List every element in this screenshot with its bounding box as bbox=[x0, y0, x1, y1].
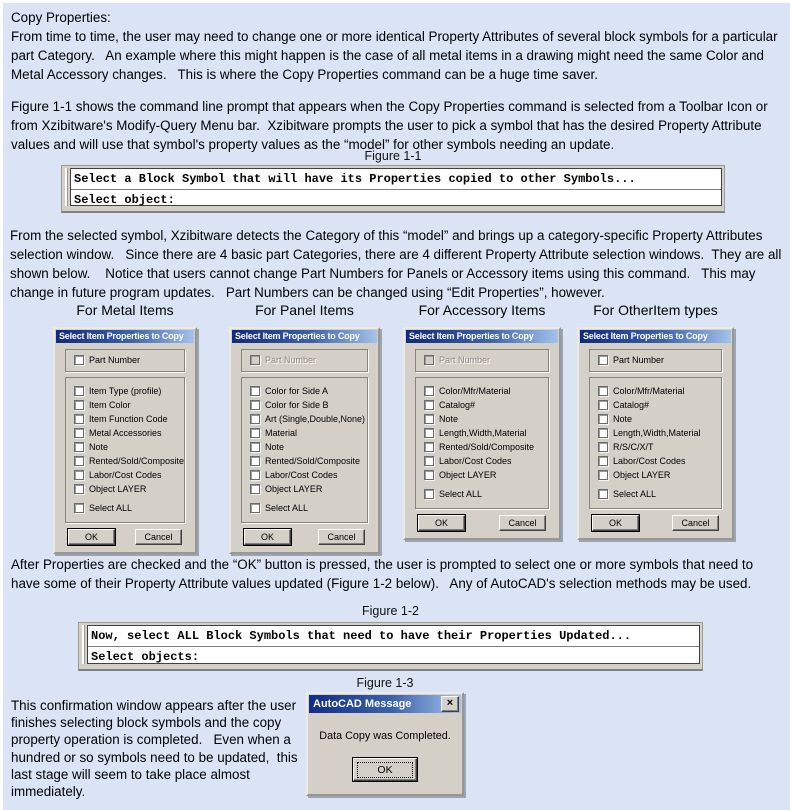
part-number-group bbox=[65, 349, 185, 372]
command-prompt-line: Select a Block Symbol that will have its Properties copied to other Symbols... bbox=[71, 169, 721, 190]
checkbox-icon[interactable] bbox=[250, 414, 260, 424]
checkbox-row[interactable] bbox=[590, 412, 721, 426]
checkbox-label: Color for Side A bbox=[265, 386, 329, 396]
checkbox-icon[interactable] bbox=[74, 414, 84, 424]
checkbox-label: Item Function Code bbox=[89, 414, 168, 424]
checkbox-row[interactable] bbox=[66, 412, 184, 426]
checkbox-label: Labor/Cost Codes bbox=[89, 470, 162, 480]
document-page bbox=[3, 3, 790, 810]
checkbox-row[interactable] bbox=[66, 398, 184, 412]
checkbox-icon[interactable] bbox=[424, 414, 434, 424]
command-prompt-line: Now, select ALL Block Symbols that need to have their Properties Updated... bbox=[88, 626, 699, 647]
checkbox-label: Labor/Cost Codes bbox=[265, 470, 338, 480]
checkbox-icon[interactable] bbox=[598, 428, 608, 438]
checkbox-row[interactable] bbox=[66, 426, 184, 440]
checkbox-row[interactable] bbox=[242, 426, 367, 440]
checkbox-label: Art (Single,Double,None) bbox=[265, 414, 366, 424]
checkbox-label: Length,Width,Material bbox=[439, 428, 527, 438]
dialog-button-row bbox=[592, 515, 719, 531]
checkbox-row[interactable] bbox=[242, 412, 367, 426]
dialog-titlebar bbox=[56, 330, 194, 343]
checkbox-row[interactable] bbox=[242, 384, 367, 398]
checkbox-label: Rented/Sold/Composite bbox=[89, 456, 185, 466]
checkbox-label: Item Color bbox=[89, 400, 131, 410]
checkbox-icon[interactable] bbox=[250, 484, 260, 494]
checkbox-icon[interactable] bbox=[598, 414, 608, 424]
checkbox-row[interactable] bbox=[66, 440, 184, 454]
checkbox-label: Select ALL bbox=[613, 489, 657, 499]
checkbox-row-part-number[interactable] bbox=[66, 353, 184, 367]
dialog-category-header: For OtherItem types bbox=[593, 302, 718, 318]
checkbox-label: Select ALL bbox=[265, 503, 309, 513]
figure2-caption: Figure 1-2 bbox=[362, 604, 419, 618]
checkbox-icon[interactable] bbox=[250, 400, 260, 410]
checkbox-row[interactable] bbox=[416, 454, 548, 468]
checkbox-icon[interactable] bbox=[74, 428, 84, 438]
checkbox-row[interactable] bbox=[416, 487, 548, 501]
checkbox-row[interactable] bbox=[66, 384, 184, 398]
checkbox-label: Object LAYER bbox=[439, 470, 497, 480]
checkbox-label: Select ALL bbox=[439, 489, 483, 499]
checkbox-icon[interactable] bbox=[74, 484, 84, 494]
checkbox-label: Part Number bbox=[439, 355, 491, 365]
dialog-title: Select Item Properties to Copy bbox=[235, 331, 360, 341]
checkbox-row[interactable] bbox=[416, 468, 548, 482]
checkbox-label: Color/Mfr/Material bbox=[439, 386, 511, 396]
checkbox-row[interactable] bbox=[590, 440, 721, 454]
checkbox-label: Note bbox=[613, 414, 633, 424]
checkbox-label: Item Type (profile) bbox=[89, 386, 162, 396]
dialog-category-header: For Panel Items bbox=[255, 302, 354, 318]
dialog-titlebar bbox=[406, 330, 558, 343]
checkbox-row[interactable] bbox=[66, 501, 184, 515]
part-number-group bbox=[415, 349, 549, 372]
checkbox-label: Color/Mfr/Material bbox=[613, 386, 685, 396]
checkbox-row[interactable] bbox=[66, 482, 184, 496]
ok-button[interactable]: OK bbox=[68, 529, 115, 545]
checkbox-row[interactable] bbox=[590, 398, 721, 412]
property-dialog-column bbox=[53, 302, 197, 554]
close-icon[interactable]: × bbox=[441, 696, 459, 712]
figure1-caption: Figure 1-1 bbox=[364, 149, 422, 163]
message-ok-button[interactable] bbox=[353, 758, 417, 781]
checkbox-icon[interactable] bbox=[424, 442, 434, 452]
checkbox-label: Note bbox=[439, 414, 459, 424]
checkbox-row[interactable] bbox=[416, 412, 548, 426]
checkbox-icon[interactable] bbox=[598, 355, 608, 365]
part-number-group bbox=[589, 349, 722, 372]
checkbox-icon[interactable] bbox=[598, 442, 608, 452]
checkbox-row-part-number[interactable] bbox=[590, 353, 721, 367]
checkbox-row[interactable] bbox=[242, 501, 367, 515]
checkbox-icon[interactable] bbox=[598, 400, 608, 410]
cancel-button[interactable]: Cancel bbox=[135, 529, 182, 545]
properties-group bbox=[241, 377, 368, 523]
checkbox-row[interactable] bbox=[416, 384, 548, 398]
dialog-button-row bbox=[244, 529, 365, 545]
cancel-button[interactable]: Cancel bbox=[672, 515, 719, 531]
checkbox-label: Object LAYER bbox=[89, 484, 147, 494]
checkbox-icon[interactable] bbox=[598, 456, 608, 466]
command-line-window-figure2 bbox=[78, 622, 703, 671]
ok-button[interactable]: OK bbox=[244, 529, 291, 545]
checkbox-row[interactable] bbox=[66, 468, 184, 482]
message-dialog-title: AutoCAD Message bbox=[313, 698, 412, 710]
checkbox-row[interactable] bbox=[590, 384, 721, 398]
checkbox-label: R/S/C/X/T bbox=[613, 442, 654, 452]
checkbox-icon[interactable] bbox=[424, 400, 434, 410]
checkbox-icon[interactable] bbox=[250, 470, 260, 480]
checkbox-label: Metal Accessories bbox=[89, 428, 162, 438]
checkbox-icon[interactable] bbox=[424, 470, 434, 480]
checkbox-icon[interactable] bbox=[74, 456, 84, 466]
figure1-paragraph: Figure 1-1 shows the command line prompt that appears when the Copy Properties command is selected from a Toolbar Icon or from Xzibitware's Modify-Query Menu bar. Xzibitware prompts the user to pick a symbol that has the desired Property Attribute values and will use that symbol's property values as the “model” for other symbols needing an update. bbox=[11, 99, 772, 152]
autocad-message-dialog bbox=[306, 692, 464, 796]
checkbox-row[interactable] bbox=[416, 426, 548, 440]
message-dialog-titlebar bbox=[309, 695, 461, 713]
command-input-line: Select object: bbox=[74, 193, 175, 207]
checkbox-label: Catalog# bbox=[439, 400, 476, 410]
checkbox-icon bbox=[424, 355, 434, 365]
dialog-titlebar bbox=[580, 330, 731, 343]
checkbox-row-part-number bbox=[416, 353, 548, 367]
dialog-category-header: For Metal Items bbox=[76, 302, 174, 318]
checkbox-icon[interactable] bbox=[598, 386, 608, 396]
property-dialog-column bbox=[577, 302, 734, 540]
checkbox-label: Labor/Cost Codes bbox=[439, 456, 512, 466]
checkbox-icon[interactable] bbox=[598, 489, 608, 499]
part-number-group bbox=[241, 349, 368, 372]
dialog-title: Select Item Properties to Copy bbox=[583, 331, 708, 341]
select-properties-dialog bbox=[577, 327, 734, 540]
checkbox-label: Labor/Cost Codes bbox=[613, 456, 686, 466]
checkbox-icon[interactable] bbox=[424, 386, 434, 396]
checkbox-label: Object LAYER bbox=[265, 484, 323, 494]
checkbox-icon[interactable] bbox=[74, 503, 84, 513]
message-text: Data Copy was Completed. bbox=[319, 730, 451, 742]
checkbox-label: Part Number bbox=[89, 355, 141, 365]
checkbox-icon[interactable] bbox=[424, 456, 434, 466]
checkbox-icon[interactable] bbox=[250, 428, 260, 438]
dialog-title: Select Item Properties to Copy bbox=[59, 331, 184, 341]
checkbox-icon[interactable] bbox=[250, 386, 260, 396]
checkbox-row[interactable] bbox=[242, 454, 367, 468]
checkbox-row[interactable] bbox=[590, 487, 721, 501]
properties-group bbox=[589, 377, 722, 509]
checkbox-row[interactable] bbox=[590, 426, 721, 440]
property-dialog-column bbox=[403, 302, 561, 540]
ok-button-label: OK bbox=[357, 762, 413, 778]
checkbox-label: Part Number bbox=[265, 355, 317, 365]
select-properties-dialog bbox=[53, 327, 197, 554]
select-properties-dialog bbox=[229, 327, 380, 554]
checkbox-row[interactable] bbox=[416, 440, 548, 454]
ok-button[interactable]: OK bbox=[418, 515, 465, 531]
dialog-category-header: For Accessory Items bbox=[418, 302, 546, 318]
checkbox-icon[interactable] bbox=[424, 428, 434, 438]
checkbox-label: Note bbox=[89, 442, 109, 452]
checkbox-label: Material bbox=[265, 428, 298, 438]
property-dialog-column bbox=[229, 302, 380, 554]
checkbox-icon bbox=[250, 355, 260, 365]
properties-group bbox=[65, 377, 185, 523]
checkbox-icon[interactable] bbox=[250, 442, 260, 452]
checkbox-icon[interactable] bbox=[74, 386, 84, 396]
cancel-button[interactable]: Cancel bbox=[499, 515, 546, 531]
checkbox-icon[interactable] bbox=[250, 503, 260, 513]
checkbox-icon[interactable] bbox=[74, 355, 84, 365]
figure3-caption: Figure 1-3 bbox=[356, 676, 414, 690]
select-properties-dialog bbox=[403, 327, 561, 540]
command-input-line: Select objects: bbox=[91, 650, 200, 664]
dialog-titlebar bbox=[232, 330, 377, 343]
cancel-button[interactable]: Cancel bbox=[318, 529, 365, 545]
properties-group bbox=[415, 377, 549, 509]
checkbox-icon[interactable] bbox=[598, 470, 608, 480]
checkbox-icon[interactable] bbox=[74, 470, 84, 480]
figure2-paragraph: After Properties are checked and the “OK” button is pressed, the user is prompted to select one or more symbols that need to have some of their Property Attribute values updated (Figure 1-2 below). Any of AutoCAD's selection methods may be used. bbox=[11, 557, 757, 591]
ok-button[interactable]: OK bbox=[592, 515, 639, 531]
checkbox-row[interactable] bbox=[66, 454, 184, 468]
checkbox-row[interactable] bbox=[590, 454, 721, 468]
checkbox-row[interactable] bbox=[242, 482, 367, 496]
checkbox-icon[interactable] bbox=[74, 400, 84, 410]
checkbox-label: Length,Width,Material bbox=[613, 428, 701, 438]
confirmation-paragraph: This confirmation window appears after the user finishes selecting block symbols and the copy property operation is completed. Even when a hundred or so symbols need to be updated, this last stage will seem to take place almost immediately. bbox=[11, 698, 302, 800]
page-title: Copy Properties: bbox=[11, 10, 111, 25]
checkbox-row[interactable] bbox=[242, 398, 367, 412]
checkbox-row-part-number bbox=[242, 353, 367, 367]
checkbox-icon[interactable] bbox=[74, 442, 84, 452]
dialogs-paragraph: From the selected symbol, Xzibitware detects the Category of this “model” and brings up a category-specific Property Attributes selection window. Since there are 4 basic part Categories, there are 4 different Property Attribute selection windows. They are all shown below. Notice that users cannot change Part Numbers for Panels or Accessory items using this command. This may change in future program updates. Part Numbers can be changed using “Edit Properties”, however. bbox=[10, 228, 786, 300]
checkbox-label: Rented/Sold/Composite bbox=[265, 456, 361, 466]
checkbox-row[interactable] bbox=[242, 468, 367, 482]
checkbox-row[interactable] bbox=[242, 440, 367, 454]
checkbox-label: Rented/Sold/Composite bbox=[439, 442, 535, 452]
intro-paragraph: From time to time, the user may need to change one or more identical Property Attributes of several block symbols for a particular part Category. An example where this might happen is the case of all metal items in a drawing might need the same Color and Metal Accessory changes. This is where the Copy Properties command can be a huge time saver. bbox=[11, 29, 782, 82]
checkbox-icon[interactable] bbox=[424, 489, 434, 499]
checkbox-label: Note bbox=[265, 442, 285, 452]
dialog-title: Select Item Properties to Copy bbox=[409, 331, 534, 341]
dialog-button-row bbox=[68, 529, 182, 545]
checkbox-label: Catalog# bbox=[613, 400, 650, 410]
checkbox-label: Select ALL bbox=[89, 503, 133, 513]
checkbox-icon[interactable] bbox=[250, 456, 260, 466]
checkbox-row[interactable] bbox=[590, 468, 721, 482]
checkbox-label: Part Number bbox=[613, 355, 665, 365]
checkbox-label: Color for Side B bbox=[265, 400, 329, 410]
command-line-window-figure1 bbox=[61, 165, 725, 213]
checkbox-row[interactable] bbox=[416, 398, 548, 412]
checkbox-label: Object LAYER bbox=[613, 470, 671, 480]
dialog-button-row bbox=[418, 515, 546, 531]
